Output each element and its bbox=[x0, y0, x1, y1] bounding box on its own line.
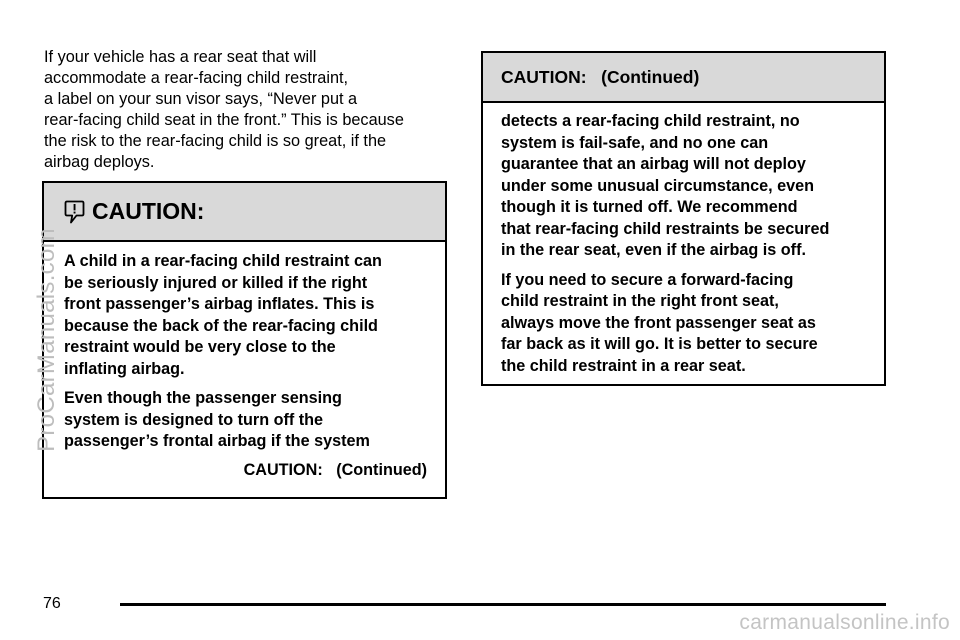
intro-line: the risk to the rear-facing child is so great, if the bbox=[44, 132, 387, 150]
caution-box-left bbox=[42, 181, 447, 499]
caution-box-right bbox=[481, 51, 886, 386]
caution-line: detects a rear-facing child restraint, no bbox=[501, 112, 800, 130]
caution-line: far back as it will go. It is better to secure bbox=[501, 335, 818, 353]
caution-body bbox=[483, 103, 884, 377]
footer-rule bbox=[120, 603, 886, 606]
caution-continued-label: CAUTION: (Continued) bbox=[243, 460, 427, 479]
intro-line: accommodate a rear-facing child restraint, bbox=[44, 69, 349, 87]
caution-line: guarantee that an airbag will not deploy bbox=[501, 155, 806, 173]
caution-header bbox=[44, 183, 445, 242]
caution-body bbox=[44, 242, 445, 453]
bottom-watermark: carmanualsonline.info bbox=[739, 611, 950, 634]
caution-title: CAUTION: (Continued) bbox=[501, 66, 700, 87]
intro-line: a label on your sun visor says, “Never put a bbox=[44, 90, 358, 108]
caution-line: inflating airbag. bbox=[64, 359, 185, 378]
caution-line: child restraint in the right front seat, bbox=[501, 292, 779, 310]
caution-line: the child restraint in a rear seat. bbox=[501, 356, 746, 375]
intro-line: If your vehicle has a rear seat that will bbox=[44, 48, 317, 66]
caution-paragraph bbox=[501, 111, 872, 262]
caution-line: always move the front passenger seat as bbox=[501, 313, 816, 332]
caution-paragraph bbox=[501, 270, 872, 378]
caution-line: A child in a rear-facing child restraint can bbox=[64, 252, 382, 270]
intro-line: airbag deploys. bbox=[44, 153, 155, 171]
caution-speech-bubble-icon bbox=[64, 200, 85, 224]
caution-line: that rear-facing child restraints be secured bbox=[501, 219, 830, 238]
caution-line: in the rear seat, even if the airbag is off. bbox=[501, 241, 806, 259]
caution-paragraph bbox=[64, 388, 431, 453]
caution-paragraph bbox=[64, 251, 431, 380]
caution-line: system is fail-safe, and no one can bbox=[501, 133, 769, 152]
caution-line: system is designed to turn off the bbox=[64, 410, 324, 429]
caution-line: because the back of the rear-facing child bbox=[64, 316, 378, 335]
page-number: 76 bbox=[43, 595, 61, 612]
caution-line: Even though the passenger sensing bbox=[64, 389, 342, 407]
caution-line: If you need to secure a forward-facing bbox=[501, 270, 794, 289]
intro-paragraph bbox=[44, 47, 444, 173]
caution-line: front passenger’s airbag inflates. This is bbox=[64, 295, 375, 313]
caution-line: restraint would be very close to the bbox=[64, 338, 336, 356]
side-watermark: ProCarManuals.com bbox=[33, 228, 60, 452]
caution-line: under some unusual circumstance, even bbox=[501, 176, 815, 195]
caution-line: be seriously injured or killed if the right bbox=[64, 273, 368, 292]
caution-header bbox=[483, 53, 884, 103]
caution-line: though it is turned off. We recommend bbox=[501, 198, 798, 216]
intro-line: rear-facing child seat in the front.” This is because bbox=[44, 111, 404, 129]
caution-line: passenger’s frontal airbag if the system bbox=[64, 432, 370, 450]
caution-title: CAUTION: bbox=[92, 198, 205, 224]
